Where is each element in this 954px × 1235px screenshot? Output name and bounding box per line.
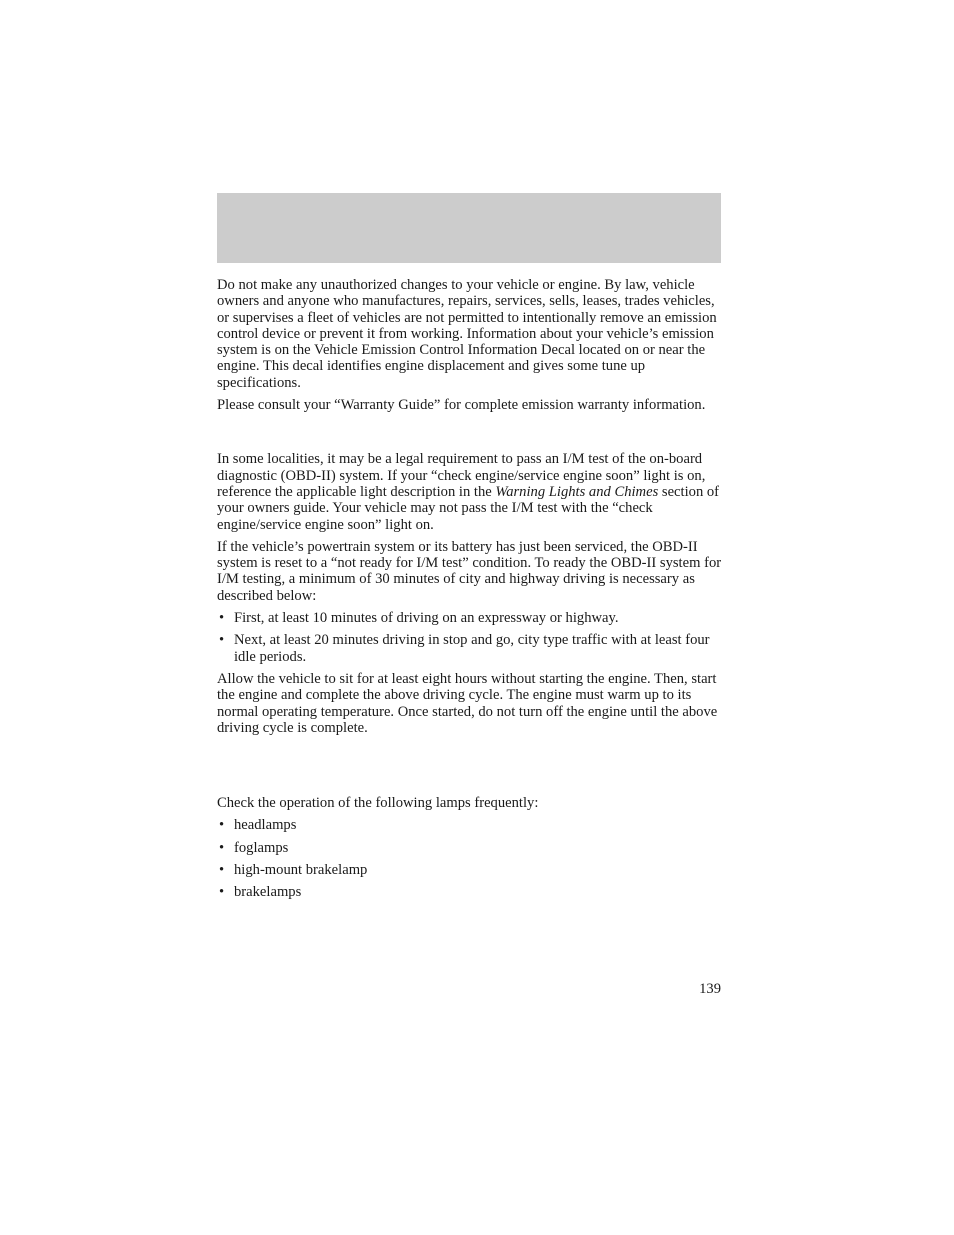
emission-tampering-paragraph: Do not make any unauthorized changes to your vehicle or engine. By law, vehicle owners and anyone who manufactures, repairs, services, sells, leases, trades vehicles, or supervises a fleet of vehicles are not permitted to intentionally remove an emission control device or prevent it from working. Information about your vehicle’s emission system is on the Vehicle Emission Control Information Decal located on or near the engine. This decal identifies engine displacement and gives some tune up specifications.	[217, 277, 717, 391]
page-content	[217, 277, 723, 907]
im-test-paragraph: In some localities, it may be a legal requirement to pass an I/M test of the on-board diagnostic (OBD-II) system. If your “check engine/service engine soon” light is on, reference the applicable light description in the Warning Lights and Chimes section of your owners guide. Your vehicle may not pass the I/M test with the “check engine/service engine soon” light on.	[217, 451, 720, 533]
driving-cycle-list	[217, 610, 723, 665]
section-spacer	[217, 742, 723, 795]
obd-reset-paragraph: If the vehicle’s powertrain system or its battery has just been serviced, the OBD-II system is reset to a “not ready for I/M test” condition. To ready the OBD-II system for I/M testing, a minimum of 30 minutes of city and highway driving is necessary as described below:	[217, 538, 722, 604]
warranty-guide-paragraph: Please consult your “Warranty Guide” for complete emission warranty information.	[217, 397, 706, 414]
list-item: • brakelamps	[217, 884, 723, 900]
drive-cycle-instructions-paragraph: Allow the vehicle to sit for at least eight hours without starting the engine. Then, start the engine and complete the above driving cycle. The engine must warm up to its normal operating temperature. Once started, do not turn off the engine until the above driving cycle is complete.	[217, 670, 718, 736]
header-band	[217, 193, 721, 263]
list-item: • high-mount brakelamp	[217, 862, 723, 878]
list-item: • First, at least 10 minutes of driving on an expressway or highway.	[217, 610, 723, 626]
page-number: 139	[699, 981, 721, 997]
lamp-list	[217, 817, 723, 900]
section-spacer	[217, 419, 723, 451]
list-item: • Next, at least 20 minutes driving in stop and go, city type traffic with at least four idle periods.	[217, 632, 723, 665]
list-item: • foglamps	[217, 840, 723, 856]
warning-lights-reference: Warning Lights and Chimes	[495, 483, 659, 500]
lamp-check-paragraph: Check the operation of the following lamps frequently:	[217, 795, 539, 812]
list-item: • headlamps	[217, 817, 723, 833]
